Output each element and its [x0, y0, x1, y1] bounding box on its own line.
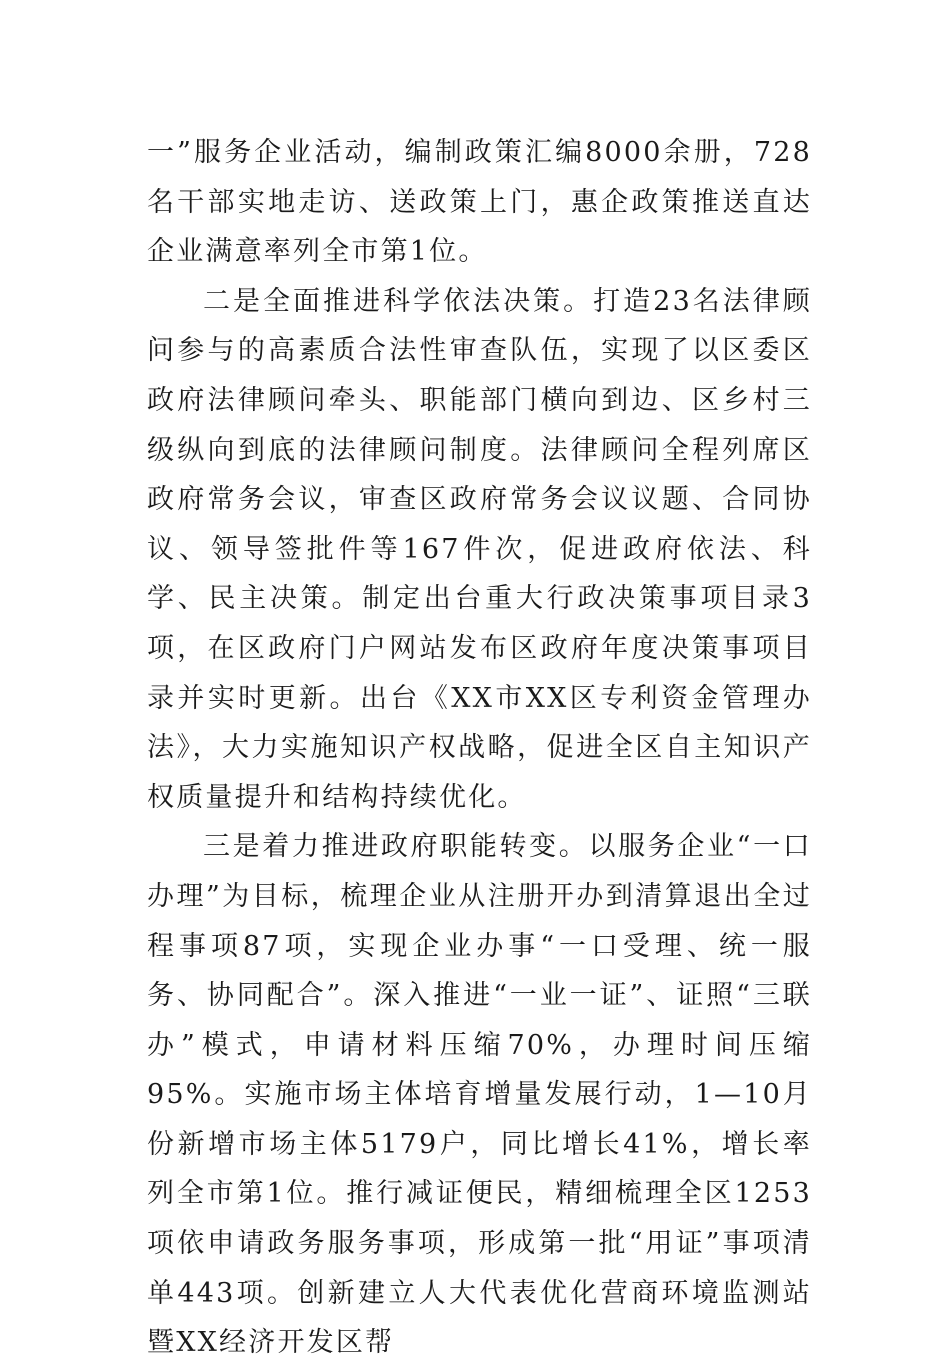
paragraph-decision-making: 二是全面推进科学依法决策。打造23名法律顾问参与的高素质合法性审查队伍，实现了以区委区政府法律顾问牵头、职能部门横向到边、区乡村三级纵向到底的法律顾问制度。法律顾问全程列席区政府常务会议，审查区政府常务会议议题、合同协议、领导签批件等167件次，促进政府依法、科学、民主决策。制定出台重大行政决策事项目录3项，在区政府门户网站发布区政府年度决策事项目录并实时更新。出台《XX市XX区专利资金管理办法》，大力实施知识产权战略，促进全区自主知识产权质量提升和结构持续优化。: [147, 285, 812, 813]
paragraph-government-functions: 三是着力推进政府职能转变。以服务企业“一口办理”为目标，梳理企业从注册开办到清算退出全过程事项87项，实现企业办事“一口受理、统一服务、协同配合”。深入推进“一业一证”、证照“三联办”模式，申请材料压缩70%，办理时间压缩95%。实施市场主体培育增量发展行动，1—10月份新增市场主体5179户，同比增长41%，增长率列全市第1位。推行减证便民，精细梳理全区1253项依申请政务服务事项，形成第一批“用证”事项清单443项。创新建立人大代表优化营商环境监测站暨XX经济开发区帮: [147, 831, 812, 1359]
paragraph-continuation: 一”服务企业活动，编制政策汇编8000余册，728名干部实地走访、送政策上门，惠企政策推送直达企业满意率列全市第1位。: [147, 137, 812, 268]
document-body: [147, 128, 812, 1368]
